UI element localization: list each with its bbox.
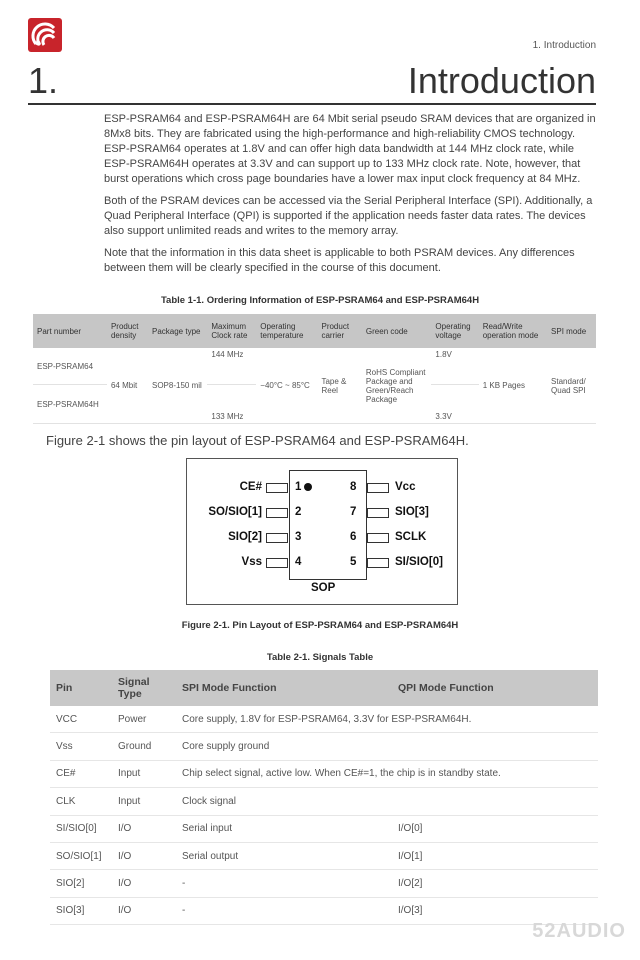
table-row	[50, 842, 598, 869]
voltage-cell: 3.3V	[431, 385, 478, 424]
espressif-logo	[28, 18, 62, 52]
carrier-cell: Tape & Reel	[317, 348, 361, 424]
heading-rule	[28, 103, 596, 105]
pin-lead	[266, 483, 288, 493]
header-cell: Product density	[107, 314, 148, 348]
header-cell: Read/Write operation mode	[479, 314, 547, 348]
pin-number: 7	[350, 506, 357, 518]
header-cell: Green code	[362, 314, 432, 348]
header-cell: Product carrier	[317, 314, 361, 348]
intro-text	[104, 112, 596, 283]
pin-number: 3	[295, 531, 302, 543]
signals-table-caption: Table 2-1. Signals Table	[266, 652, 374, 663]
pin-number: 8	[350, 481, 357, 493]
pin-number: 6	[350, 531, 357, 543]
signal-type-cell: Input	[112, 788, 176, 815]
running-head: 1. Introduction	[532, 40, 596, 51]
table-row	[50, 760, 598, 787]
pin1-marker-icon	[304, 483, 312, 491]
pin-lead	[367, 558, 389, 568]
header-cell: SPI mode	[547, 314, 596, 348]
table-row	[50, 870, 598, 897]
qpi-function-cell: I/O[3]	[392, 897, 598, 924]
voltage-cell: 1.8V	[431, 348, 478, 385]
pin-lead	[367, 533, 389, 543]
intro-paragraph-1: ESP-PSRAM64 and ESP-PSRAM64H are 64 Mbit serial pseudo SRAM devices that are organized in 8Mx8 bits. They are fabricated using the high-performance and high-reliability CMOS technology. ESP-PSRAM64 operates at 1.8V and can offer high data bandwidth at 144 MHz clock rate, while ESP-PSRAM64H operates at 3.3V and can support up to 133 MHz clock rate. Note, however, that burst operations which cross page boundaries have a lower max input clock frequency at 84 MHz.	[104, 113, 596, 185]
spi-function-cell: Chip select signal, active low. When CE#=1, the chip is in standby state.	[176, 760, 598, 787]
qpi-function-cell: I/O[2]	[392, 870, 598, 897]
density-cell: 64 Mbit	[107, 348, 148, 424]
intro-paragraph-2: Both of the PSRAM devices can be accessed via the Serial Peripheral Interface (SPI). Additionally, a Quad Peripheral Interface (QPI) is supported if the application needs faster data rates. The devices also support unlimited reads and writes to the memory array.	[104, 195, 593, 237]
table-row	[33, 348, 596, 385]
pin-cell: SIO[2]	[50, 870, 112, 897]
wifi-logo-icon	[28, 18, 62, 52]
pin-number: 1	[295, 481, 302, 493]
clock-cell: 144 MHz	[207, 348, 256, 385]
pin-cell: SO/SIO[1]	[50, 842, 112, 869]
pin-cell: SI/SIO[0]	[50, 815, 112, 842]
pin-cell: CLK	[50, 788, 112, 815]
pin-cell: Vss	[50, 733, 112, 760]
spi-function-cell: Core supply, 1.8V for ESP-PSRAM64, 3.3V for ESP-PSRAM64H.	[176, 706, 598, 733]
signal-type-cell: Ground	[112, 733, 176, 760]
spi-function-cell: Serial input	[176, 815, 392, 842]
temperature-cell: −40°C ~ 85°C	[256, 348, 317, 424]
package-cell: SOP8-150 mil	[148, 348, 207, 424]
pin-cell: VCC	[50, 706, 112, 733]
pin-lead	[266, 533, 288, 543]
spi-function-cell: Core supply ground	[176, 733, 598, 760]
pin-label: SIO[2]	[228, 531, 262, 543]
signals-table-header	[50, 670, 598, 706]
header-cell: Part number	[33, 314, 107, 348]
package-label: SOP	[311, 582, 336, 594]
signal-type-cell: I/O	[112, 870, 176, 897]
ordering-table	[33, 314, 596, 424]
pin-label: SI/SIO[0]	[395, 556, 443, 568]
table-row	[50, 733, 598, 760]
pin-label: SCLK	[395, 531, 427, 543]
figure-intro-text: Figure 2-1 shows the pin layout of ESP-PSRAM64 and ESP-PSRAM64H.	[46, 433, 469, 448]
pin-number: 5	[350, 556, 357, 568]
clock-cell: 133 MHz	[207, 385, 256, 424]
part-number-cell: ESP-PSRAM64H	[33, 385, 107, 424]
header-cell: Signal Type	[112, 670, 176, 706]
pin-lead	[266, 508, 288, 518]
pin-label: Vcc	[395, 481, 416, 493]
watermark: 52AUDIO	[532, 920, 626, 942]
pin-lead	[367, 508, 389, 518]
table-row	[50, 706, 598, 733]
table-row	[50, 897, 598, 924]
pin-lead	[367, 483, 389, 493]
pin-label: SIO[3]	[395, 506, 429, 518]
pin-label: CE#	[239, 481, 262, 493]
signal-type-cell: I/O	[112, 815, 176, 842]
rw-mode-cell: 1 KB Pages	[479, 348, 547, 424]
spi-function-cell: -	[176, 870, 392, 897]
qpi-function-cell: I/O[1]	[392, 842, 598, 869]
header-cell: Package type	[148, 314, 207, 348]
part-number-cell: ESP-PSRAM64	[33, 348, 107, 385]
ordering-table-header	[33, 314, 596, 348]
header-cell: Operating voltage	[431, 314, 478, 348]
chapter-title: Introduction	[407, 60, 596, 101]
header-cell: Pin	[50, 670, 112, 706]
ordering-table-caption: Table 1-1. Ordering Information of ESP-PSRAM64 and ESP-PSRAM64H	[160, 295, 480, 306]
signal-type-cell: Input	[112, 760, 176, 787]
chapter-number: 1.	[28, 60, 59, 101]
signal-type-cell: I/O	[112, 897, 176, 924]
pin-cell: CE#	[50, 760, 112, 787]
qpi-function-cell: I/O[0]	[392, 815, 598, 842]
pin-number: 2	[295, 506, 302, 518]
header-cell: Maximum Clock rate	[207, 314, 256, 348]
green-code-cell: RoHS Compliant Package and Green/Reach Package	[362, 348, 432, 424]
pin-cell: SIO[3]	[50, 897, 112, 924]
pin-number: 4	[295, 556, 302, 568]
table-row	[50, 788, 598, 815]
signal-type-cell: I/O	[112, 842, 176, 869]
header-cell: SPI Mode Function	[176, 670, 392, 706]
header-cell: Operating temperature	[256, 314, 317, 348]
pin-lead	[266, 558, 288, 568]
signal-type-cell: Power	[112, 706, 176, 733]
table-row	[50, 815, 598, 842]
pin-label: SO/SIO[1]	[208, 506, 262, 518]
header-cell: QPI Mode Function	[392, 670, 598, 706]
spi-function-cell: Clock signal	[176, 788, 598, 815]
intro-paragraph-3: Note that the information in this data sheet is applicable to both PSRAM devices. Any differences between them will be clearly specified in the course of this document.	[104, 247, 575, 274]
pin-label: Vss	[241, 556, 262, 568]
pin-layout-caption: Figure 2-1. Pin Layout of ESP-PSRAM64 and ESP-PSRAM64H	[181, 620, 459, 631]
spi-mode-cell: Standard/ Quad SPI	[547, 348, 596, 424]
spi-function-cell: -	[176, 897, 392, 924]
spi-function-cell: Serial output	[176, 842, 392, 869]
signals-table	[50, 670, 598, 925]
